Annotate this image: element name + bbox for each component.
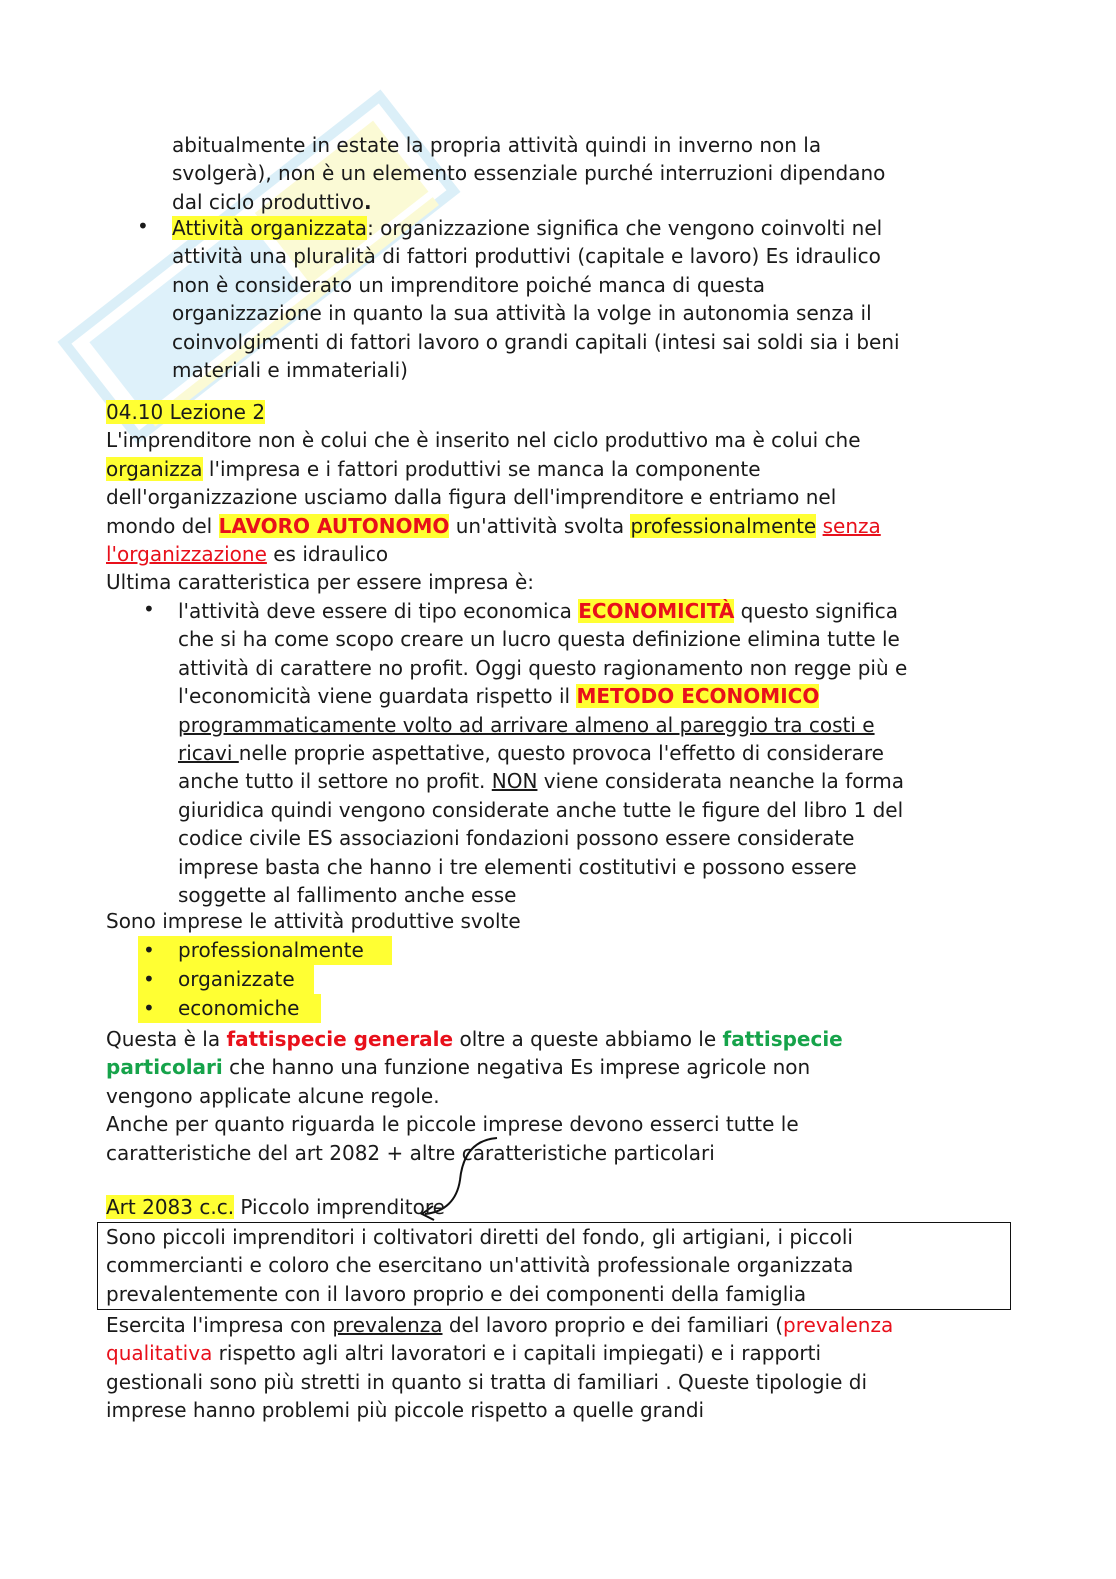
text-line: gestionali sono più stretti in quanto si tratta di familiari . Queste tipologie di bbox=[106, 1369, 867, 1394]
text-span: che hanno una funzione negativa Es imprese agricole non bbox=[222, 1055, 811, 1080]
text-line: giuridica quindi vengono considerate anche tutte le figure del libro 1 del bbox=[178, 797, 904, 822]
text-span: Questa è la bbox=[106, 1027, 227, 1051]
text-line bbox=[178, 597, 907, 625]
underlined-text: ricavi bbox=[178, 740, 239, 765]
text-line: attività una pluralità di fattori produttivi (capitale e lavoro) Es idraulico bbox=[172, 244, 881, 269]
text-line: dell'organizzazione usciamo dalla figura dell'imprenditore e entriamo nel bbox=[106, 485, 837, 510]
text-line: prevalentemente con il lavoro proprio e dei componenti della famiglia bbox=[106, 1281, 807, 1306]
bullet-economicita bbox=[178, 597, 907, 909]
text-span: anche tutto il settore no profit. bbox=[178, 769, 492, 794]
text-line: Sono piccoli imprenditori i coltivatori diretti del fondo, gli artigiani, i piccoli bbox=[106, 1225, 853, 1249]
text-span: Esercita l'impresa con bbox=[106, 1313, 333, 1337]
underlined-text: programmaticamente volto ad arrivare almeno al pareggio tra costi e bbox=[178, 712, 875, 737]
bullet-organizzata bbox=[172, 214, 900, 384]
text-span: : organizzazione significa che vengono coinvolti nel bbox=[367, 216, 883, 240]
text-line: abitualmente in estate la propria attività quindi in inverno non la bbox=[172, 133, 822, 157]
text-line: svolgerà), non è un elemento essenziale purché interruzioni dipendano bbox=[172, 161, 886, 186]
intro-paragraph bbox=[172, 131, 885, 216]
text-line: imprese hanno problemi più piccole rispetto a quelle grandi bbox=[106, 1398, 705, 1423]
lezione-section bbox=[106, 398, 881, 597]
keyword-fattispecie-particolari: fattispecie bbox=[722, 1027, 843, 1051]
text-line: Sono imprese le attività produttive svolte bbox=[106, 909, 521, 933]
keyword-lavoro-autonomo: LAVORO AUTONOMO bbox=[218, 513, 450, 538]
closing-paragraph bbox=[106, 1311, 893, 1425]
text-span: l'impresa e i fattori produttivi se manca la componente bbox=[202, 456, 761, 481]
text-line: attività di carattere no profit. Oggi questo ragionamento non regge più e bbox=[178, 655, 908, 680]
heading-text: 04.10 Lezione 2 bbox=[106, 400, 266, 424]
keyword-fattispecie-particolari: particolari bbox=[106, 1055, 223, 1080]
text-line bbox=[178, 739, 907, 767]
article-title: Piccolo imprenditore bbox=[234, 1195, 445, 1219]
period: . bbox=[363, 189, 372, 214]
text-line: che si ha come scopo creare un lucro questa definizione elimina tutte le bbox=[178, 627, 900, 652]
highlight-term: organizza bbox=[106, 456, 203, 481]
text-span: l'attività deve essere di tipo economica bbox=[178, 599, 579, 623]
text-span: del lavoro proprio e dei familiari ( bbox=[442, 1313, 784, 1337]
text-line bbox=[106, 1311, 893, 1339]
highlight-term: Attività organizzata bbox=[172, 216, 368, 240]
text-line: Ultima caratteristica per essere impresa è: bbox=[106, 570, 534, 595]
text-line bbox=[178, 682, 907, 710]
text-line: organizzazione in quanto la sua attività la volge in autonomia senza il bbox=[172, 301, 872, 326]
text-span: mondo del bbox=[106, 513, 219, 538]
bullet-icon: • bbox=[143, 597, 155, 621]
red-text: prevalenza bbox=[783, 1313, 894, 1337]
text-line bbox=[106, 1339, 893, 1367]
section-heading bbox=[106, 398, 881, 426]
bullet-icon: • bbox=[137, 214, 149, 238]
text-line bbox=[106, 1053, 843, 1081]
text-line bbox=[172, 214, 900, 242]
text-span: l'economicità viene guardata rispetto il bbox=[178, 684, 577, 709]
underlined-red-text: l'organizzazione bbox=[106, 541, 267, 566]
text-line bbox=[106, 1193, 445, 1221]
text-line: imprese basta che hanno i tre elementi costitutivi e possono essere bbox=[178, 854, 857, 879]
text-line: L'imprenditore non è colui che è inserito nel ciclo produttivo ma è colui che bbox=[106, 428, 861, 453]
text-line bbox=[178, 711, 907, 739]
underlined-text: prevalenza bbox=[332, 1313, 443, 1337]
text-line: materiali e immateriali) bbox=[172, 357, 408, 382]
text-line: codice civile ES associazioni fondazioni possono essere considerate bbox=[178, 826, 855, 851]
text-line bbox=[106, 540, 881, 568]
red-text: qualitativa bbox=[106, 1341, 213, 1366]
text-line bbox=[106, 1025, 843, 1053]
text-line: coinvolgimenti di fattori lavoro o grandi capitali (intesi sai soldi sia i beni bbox=[172, 329, 900, 354]
article-text bbox=[106, 1223, 853, 1308]
text-span: un'attività svolta bbox=[449, 513, 631, 538]
sono-imprese-intro bbox=[106, 907, 521, 935]
text-span: questo significa bbox=[734, 599, 898, 623]
underlined-text: NON bbox=[491, 769, 538, 794]
article-ref: Art 2083 c.c. bbox=[106, 1195, 235, 1219]
bullet-icon: • bbox=[143, 938, 155, 962]
text-line: non è considerato un imprenditore poiché manca di questa bbox=[172, 272, 766, 297]
text-line: caratteristiche del art 2082 + altre caratteristiche particolari bbox=[106, 1140, 715, 1165]
list-item: organizzate bbox=[178, 967, 295, 991]
text-span: dal ciclo produttivo bbox=[172, 189, 364, 214]
bullet-icon: • bbox=[143, 996, 155, 1020]
text-line bbox=[172, 188, 885, 216]
list-item: economiche bbox=[178, 996, 300, 1020]
keyword-economicita: ECONOMICITÀ bbox=[578, 599, 735, 623]
text-span: viene considerata neanche la forma bbox=[537, 769, 904, 794]
sono-imprese-list bbox=[178, 936, 364, 1023]
underlined-red-text: senza bbox=[822, 513, 881, 538]
text-line: Anche per quanto riguarda le piccole imprese devono esserci tutte le bbox=[106, 1112, 799, 1137]
text-line bbox=[106, 455, 881, 483]
text-line bbox=[178, 767, 907, 795]
text-span: nelle proprie aspettative, questo provoca l'effetto di considerare bbox=[238, 740, 884, 765]
keyword-metodo-economico: METODO ECONOMICO bbox=[576, 684, 820, 709]
text-span: oltre a queste abbiamo le bbox=[453, 1027, 723, 1051]
text-line: vengono applicate alcune regole. bbox=[106, 1083, 440, 1108]
bullet-icon: • bbox=[143, 967, 155, 991]
text-span: es idraulico bbox=[266, 541, 389, 566]
art-heading bbox=[106, 1193, 445, 1221]
highlight-term: professionalmente bbox=[630, 513, 817, 538]
text-line: commercianti e coloro che esercitano un'attività professionale organizzata bbox=[106, 1253, 854, 1278]
text-line bbox=[106, 512, 881, 540]
text-line: soggette al fallimento anche esse bbox=[178, 882, 517, 907]
keyword-fattispecie-generale: fattispecie generale bbox=[226, 1027, 454, 1051]
text-span: rispetto agli altri lavoratori e i capitali impiegati) e i rapporti bbox=[212, 1341, 822, 1366]
list-item: professionalmente bbox=[178, 938, 364, 962]
